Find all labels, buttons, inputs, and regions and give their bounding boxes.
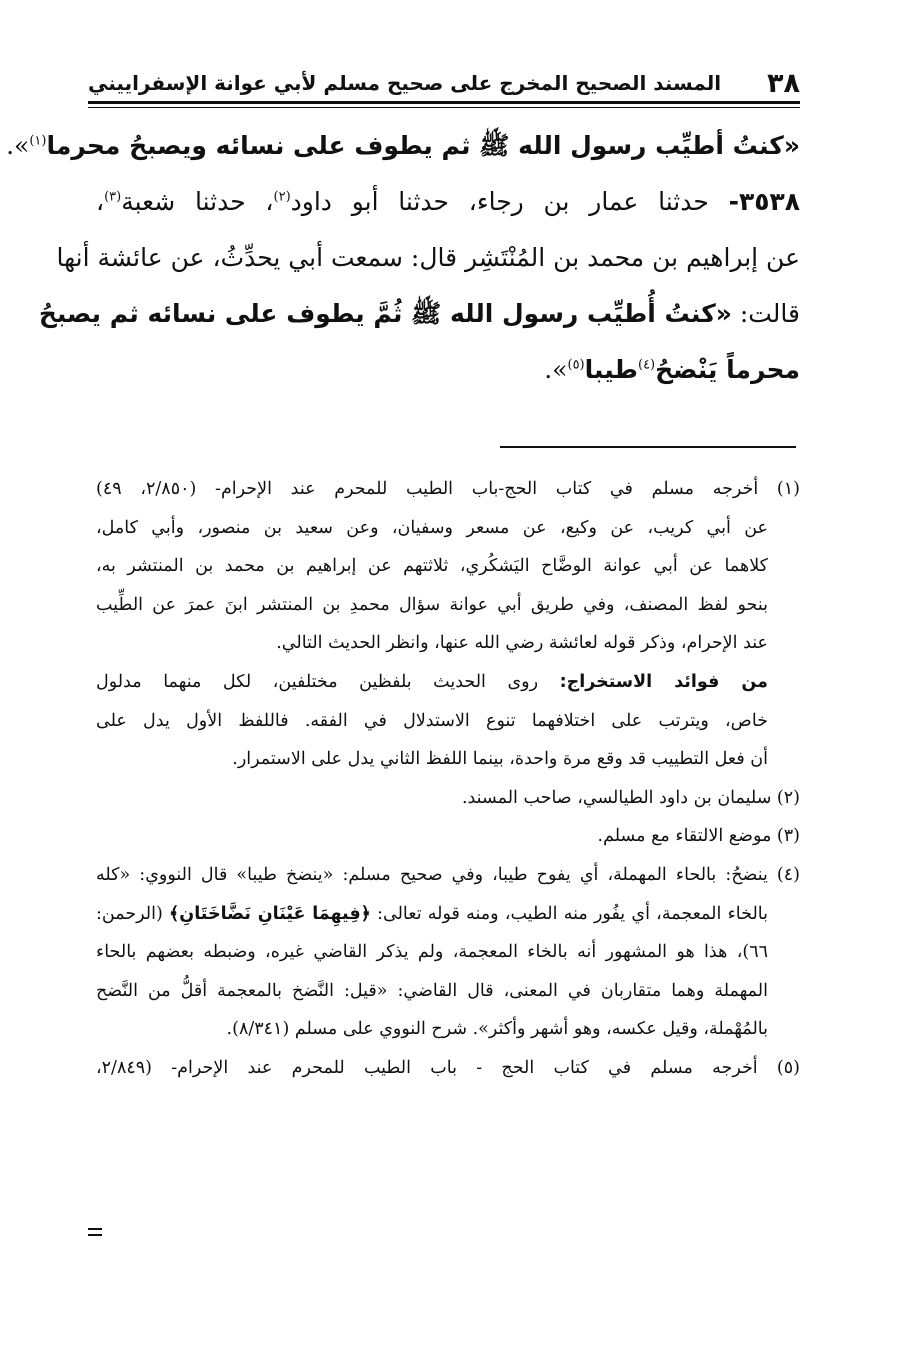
text-segment: طيبا bbox=[584, 355, 638, 384]
footnote-line bbox=[96, 895, 800, 934]
text-segment: ». bbox=[544, 355, 568, 384]
header-rule-thin bbox=[88, 107, 800, 108]
footnote-marker: (٣) bbox=[104, 189, 122, 205]
header-rule-thick bbox=[88, 101, 800, 104]
text-segment: حدثنا عمار بن رجاء، حدثنا أبو داود bbox=[290, 187, 729, 216]
footnote-line: خاص، ويترتب على اختلافهما تنوع الاستدلال في الفقه. فاللفظ الأول يدل على bbox=[96, 710, 768, 731]
text-segment: محرماً يَنْضحُ bbox=[655, 355, 800, 384]
footnote-line: (٣) موضع الالتقاء مع مسلم. bbox=[597, 826, 800, 847]
footnote-marker: (٢) bbox=[273, 189, 291, 205]
text-segment: (الرحمن: bbox=[96, 903, 170, 924]
footnote-line: ٦٦)، هذا هو المشهور أنه بالخاء المعجمة، ولم يذكر القاضي غيره، وضبطه بعضهم بالحاء bbox=[96, 942, 768, 963]
footnote-line: (٥) أخرجه مسلم في كتاب الحج - باب الطيب للمحرم عند الإحرام- (٢/٨٤٩، bbox=[96, 1057, 800, 1078]
text-segment: ، bbox=[96, 187, 105, 216]
page-header bbox=[88, 66, 800, 100]
text-line bbox=[6, 118, 800, 174]
footnote-separator bbox=[500, 446, 796, 448]
footnote-line: (٢) سليمان بن داود الطيالسي، صاحب المسند. bbox=[461, 787, 800, 808]
text-segment: قالت: bbox=[731, 299, 800, 328]
footnote-line: (١) أخرجه مسلم في كتاب الحج-باب الطيب للمحرم عند الإحرام- (٢/٨٥٠، ٤٩) bbox=[96, 479, 800, 499]
text-segment: ٣٥٣٨- bbox=[728, 187, 801, 216]
text-segment: ، حدثنا شعبة bbox=[121, 187, 274, 216]
page-end-mark bbox=[88, 1228, 102, 1236]
page-number: ٣٨ bbox=[767, 67, 800, 99]
text-segment: عن إبراهيم بن محمد بن المُنْتَشِر قال: سمعت أبي يحدِّثُ، عن عائشة أنها bbox=[56, 243, 800, 272]
footnote-marker: (٥) bbox=[567, 357, 585, 373]
footnote-line: بنحو لفظ المصنف، وفي طريق أبي عوانة سؤال محمدِ بن المنتشر ابنَ عمرَ عن الطِّيب bbox=[96, 594, 768, 615]
text-line bbox=[96, 342, 800, 398]
footnote-marker: (١) bbox=[29, 133, 47, 149]
text-segment: من فوائد الاستخراج: bbox=[559, 671, 768, 692]
text-segment: بالخاء المعجمة، أي يفُور منه الطيب، ومنه قوله تعالى: bbox=[370, 903, 768, 924]
text-segment: «كنتُ أطيِّب رسول الله ﷺ ثم يطوف على نسائه ويصبحُ محرما bbox=[46, 131, 800, 160]
hadith-text bbox=[6, 118, 801, 398]
footnote-marker: (٤) bbox=[637, 357, 656, 373]
text-segment: «كنتُ أُطيِّب رسول الله ﷺ ثُمَّ يطوف على نسائه ثم يصبحُ bbox=[38, 299, 732, 328]
footnote-line: المهملة وهما متقاربان في المعنى، قال القاضي: «قيل: النَّضخ بالمعجمة أقلُّ من النَّضح bbox=[96, 980, 768, 1001]
text-segment: ﴿فِيهِمَا عَيْنَانِ نَضَّاخَتَانِ﴾ bbox=[169, 903, 371, 924]
footnote-line: كلاهما عن أبي عوانة الوضَّاح اليَشكُري، ثلاثتهم عن إبراهيم بن محمد بن المنتشر به، bbox=[96, 556, 768, 577]
footnote-line: بالمُهْملة، وقيل عكسه، وهو أشهر وأكثر». شرح النووي على مسلم (٨/٣٤١). bbox=[226, 1019, 768, 1040]
running-title: المسند الصحيح المخرج على صحيح مسلم لأبي عوانة الإسفراييني bbox=[88, 71, 722, 95]
footnote-line: عن أبي كريب، عن وكيع، عن مسعر وسفيان، وعن سعيد بن منصور، وأبي كامل، bbox=[96, 517, 768, 538]
footnote-line: (٤) ينضحُ: بالحاء المهملة، أي يفوح طيبا، وفي صحيح مسلم: «ينضخ طيبا» قال النووي: «كله bbox=[96, 864, 800, 885]
text-segment: ». bbox=[6, 131, 30, 160]
text-line bbox=[56, 230, 800, 286]
text-line bbox=[96, 174, 800, 230]
text-line bbox=[38, 286, 800, 342]
footnote-line: عند الإحرام، وذكر قوله لعائشة رضي الله عنها، وانظر الحديث التالي. bbox=[276, 633, 768, 654]
footnote-line bbox=[96, 663, 800, 702]
text-segment: روى الحديث بلفظين مختلفين، لكل منهما مدلول bbox=[96, 671, 560, 692]
footnotes bbox=[96, 470, 800, 1088]
footnote-line: أن فعل التطييب قد وقع مرة واحدة، بينما اللفظ الثاني يدل على الاستمرار. bbox=[232, 749, 768, 770]
